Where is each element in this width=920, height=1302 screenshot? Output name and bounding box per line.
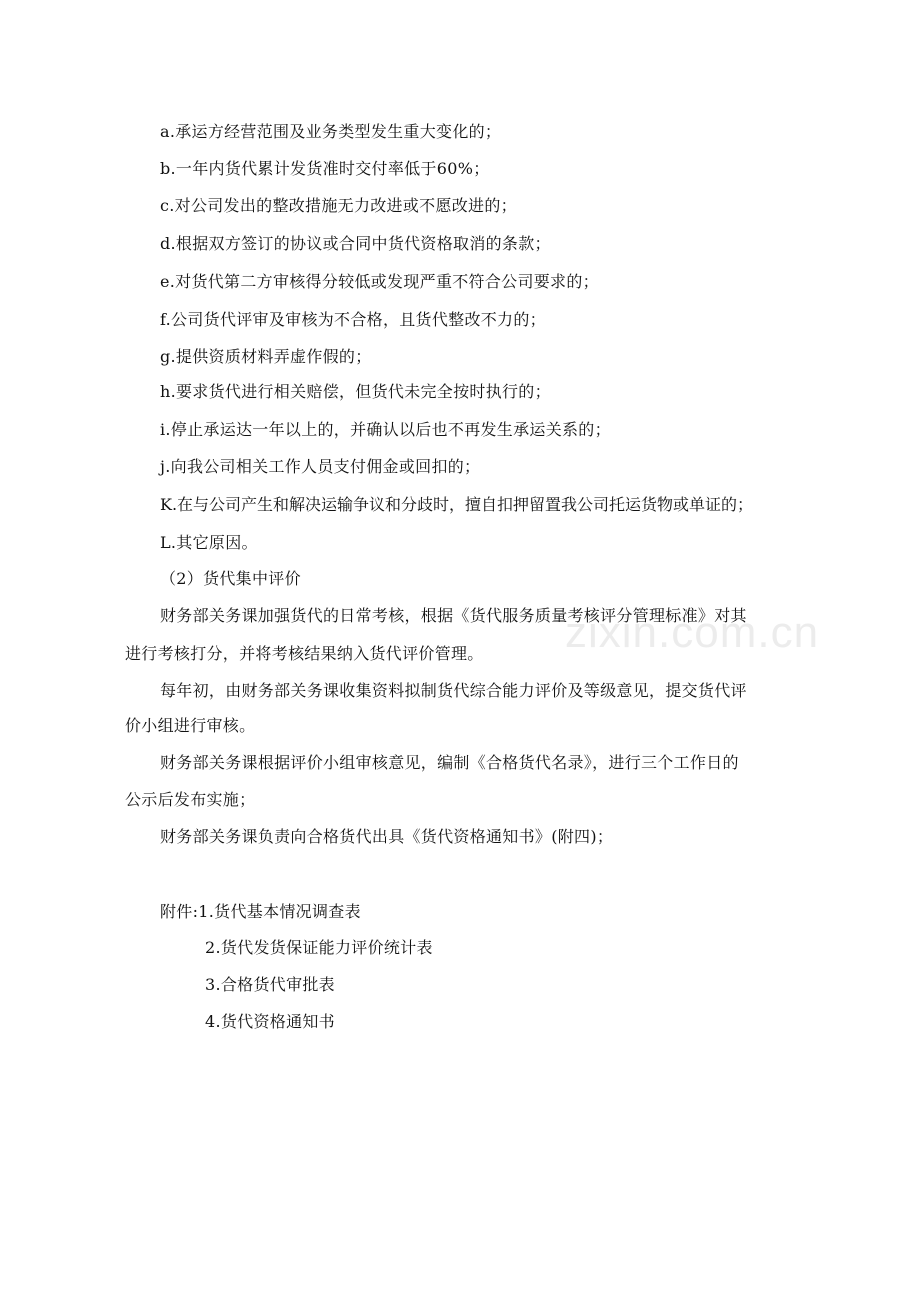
attachment-item-4: 4.货代资格通知书 — [205, 1012, 335, 1031]
attachment-item-3: 3.合格货代审批表 — [205, 975, 335, 994]
paragraph-3-line-1: 财务部关务课根据评价小组审核意见，编制《合格货代名录》，进行三个工作日的 — [160, 753, 739, 772]
attachment-item-1: 1.货代基本情况调查表 — [198, 902, 361, 921]
list-item-h: h.要求货代进行相关赔偿，但货代未完全按时执行的； — [160, 382, 551, 401]
paragraph-1-line-1: 财务部关务课加强货代的日常考核，根据《货代服务质量考核评分管理标准》对其 — [160, 606, 747, 625]
paragraph-3-line-2: 公示后发布实施； — [125, 790, 256, 809]
section-heading: （2）货代集中评价 — [160, 569, 301, 588]
list-item-i: i.停止承运达一年以上的，并确认以后也不再发生承运关系的； — [160, 420, 611, 439]
list-item-a: a.承运方经营范围及业务类型发生重大变化的； — [160, 122, 502, 141]
list-item-c: c.对公司发出的整改措施无力改进或不愿改进的； — [160, 196, 517, 215]
list-item-e: e.对货代第二方审核得分较低或发现严重不符合公司要求的； — [160, 272, 599, 291]
list-item-b: b.一年内货代累计发货准时交付率低于60%； — [160, 159, 490, 178]
list-item-g: g.提供资质材料弄虚作假的； — [160, 347, 372, 366]
paragraph-1-line-2: 进行考核打分，并将考核结果纳入货代评价管理。 — [125, 644, 484, 663]
attachment-item-2: 2.货代发货保证能力评价统计表 — [205, 938, 433, 957]
paragraph-2-line-2: 价小组进行审核。 — [125, 716, 256, 735]
watermark: zixin.com.cn — [565, 608, 820, 657]
list-item-k: K.在与公司产生和解决运输争议和分歧时，擅自扣押留置我公司托运货物或单证的； — [160, 495, 754, 514]
paragraph-2-line-1: 每年初，由财务部关务课收集资料拟制货代综合能力评价及等级意见，提交货代评 — [160, 681, 747, 700]
paragraph-4-line-1: 财务部关务课负责向合格货代出具《货代资格通知书》(附四)； — [160, 827, 614, 846]
list-item-d: d.根据双方签订的协议或合同中货代资格取消的条款； — [160, 234, 551, 253]
list-item-l: L.其它原因。 — [160, 533, 258, 552]
attachments-label: 附件: — [160, 902, 199, 921]
list-item-f: f.公司货代评审及审核为不合格，且货代整改不力的； — [160, 310, 546, 329]
list-item-j: j.向我公司相关工作人员支付佣金或回扣的； — [160, 457, 481, 476]
